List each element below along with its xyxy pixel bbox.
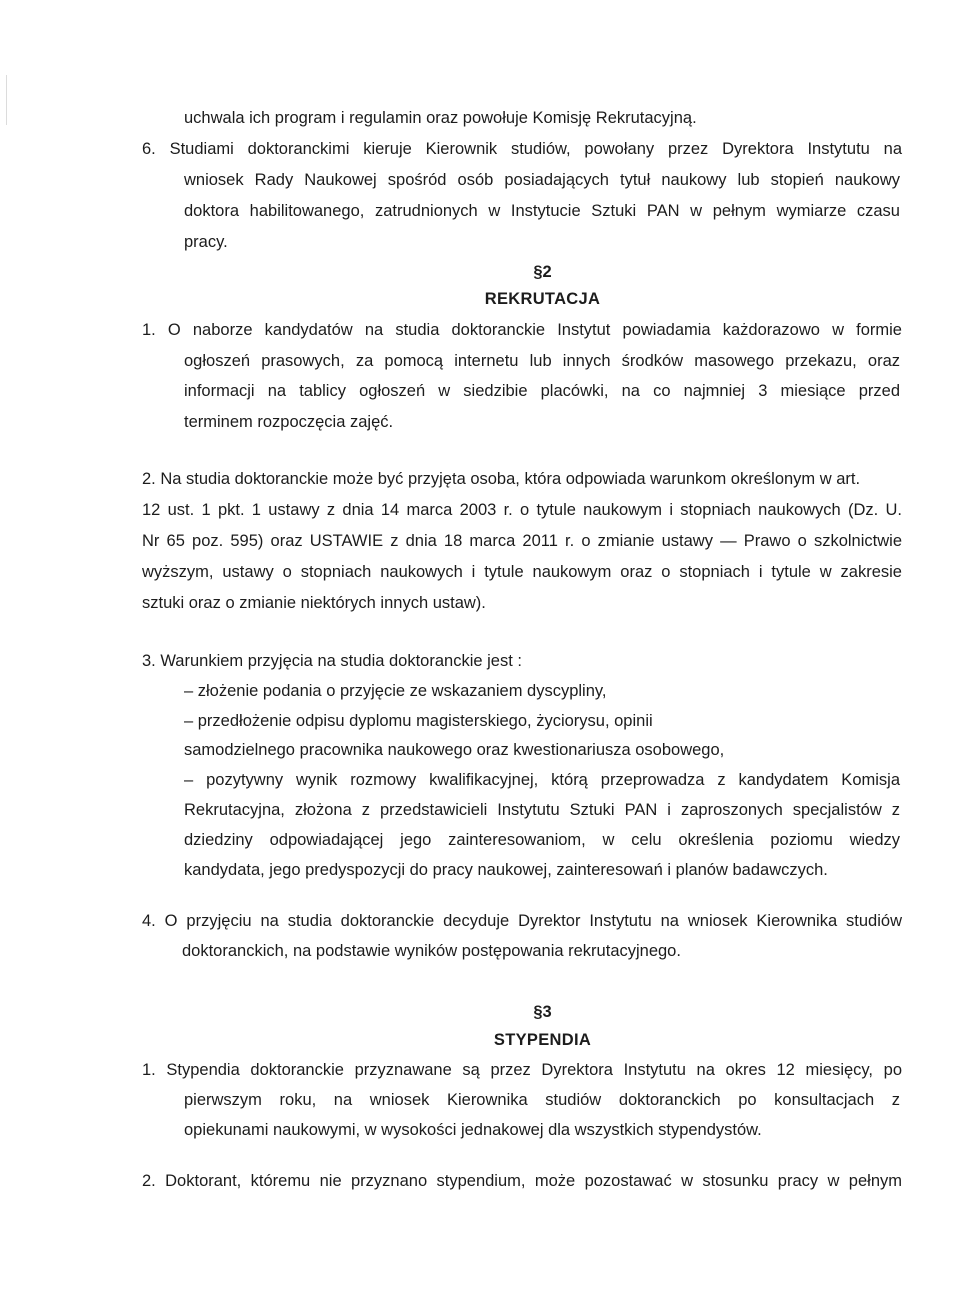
text-line: 1. Stypendia doktoranckie przyznawane są przez Dyrektora Instytutu na okres 12 miesięcy, po <box>142 1061 902 1079</box>
text-line: 4. O przyjęciu na studia doktoranckie decyduje Dyrektor Instytutu na wniosek Kierownika studiów <box>142 912 902 930</box>
scan-edge-mark <box>6 75 7 125</box>
text-line: kandydata, jego predyspozycji do pracy naukowej, zainteresowań i planów badawczych. <box>184 861 828 879</box>
list-item: – złożenie podania o przyjęcie ze wskazaniem dyscypliny, <box>184 682 607 700</box>
text-line: doktora habilitowanego, zatrudnionych w Instytucie Sztuki PAN w pełnym wymiarze czasu <box>184 202 900 220</box>
text-line: sztuki oraz o zmianie niektórych innych ustaw). <box>142 594 486 612</box>
text-line: 12 ust. 1 pkt. 1 ustawy z dnia 14 marca 2003 r. o tytule naukowym i stopniach naukowych (Dz. U. <box>142 501 902 519</box>
text-line: pierwszym roku, na wniosek Kierownika studiów doktoranckich po konsultacjach z <box>184 1091 900 1109</box>
text-line: informacji na tablicy ogłoszeń w siedzibie placówki, na co najmniej 3 miesiące przed <box>184 382 900 400</box>
text-line: terminem rozpoczęcia zajęć. <box>184 413 394 431</box>
text-line: uchwala ich program i regulamin oraz powołuje Komisję Rekrutacyjną. <box>184 109 697 127</box>
list-item: – przedłożenie odpisu dyplomu magisterskiego, życiorysu, opinii <box>184 712 653 730</box>
text-line: wyższym, ustawy o stopniach naukowych i tytule naukowym oraz o stopniach i tytule w zakresie <box>142 563 902 581</box>
text-line: opiekunami naukowymi, w wysokości jednakowej dla wszystkich stypendystów. <box>184 1121 762 1139</box>
text-line: dziedziny odpowiadającej jego zainteresowaniom, w celu określenia poziomu wiedzy <box>184 831 900 849</box>
text-line: samodzielnego pracownika naukowego oraz kwestionariusza osobowego, <box>184 741 725 759</box>
section-symbol: §2 <box>533 263 552 281</box>
list-item: – pozytywny wynik rozmowy kwalifikacyjnej, którą przeprowadza z kandydatem Komisja <box>184 771 900 789</box>
text-line: Nr 65 poz. 595) oraz USTAWIE z dnia 18 marca 2011 r. o zmianie ustawy — Prawo o szkolnictwie <box>142 532 902 550</box>
section-heading: STYPENDIA <box>493 1031 592 1049</box>
text-line: 6. Studiami doktoranckimi kieruje Kierownik studiów, powołany przez Dyrektora Instytutu na <box>142 140 902 158</box>
section-heading: REKRUTACJA <box>484 290 601 308</box>
text-line: doktoranckich, na podstawie wyników postępowania rekrutacyjnego. <box>182 942 681 960</box>
text-line: wniosek Rady Naukowej spośród osób posiadających tytuł naukowy lub stopień naukowy <box>184 171 900 189</box>
section-symbol: §3 <box>533 1003 552 1021</box>
text-line: 1. O naborze kandydatów na studia doktoranckie Instytut powiadamia każdorazowo w formie <box>142 321 902 339</box>
text-line: 3. Warunkiem przyjęcia na studia doktoranckie jest : <box>142 652 522 670</box>
text-line: pracy. <box>184 233 228 251</box>
text-line: Rekrutacyjna, złożona z przedstawicieli Instytutu Sztuki PAN i zaproszonych specjalistów z <box>184 801 900 819</box>
text-line: 2. Na studia doktoranckie może być przyjęta osoba, która odpowiada warunkom określonym w art. <box>142 470 861 488</box>
text-line: 2. Doktorant, któremu nie przyznano stypendium, może pozostawać w stosunku pracy w pełnym <box>142 1172 902 1190</box>
text-line: ogłoszeń prasowych, za pomocą internetu lub innych środków masowego przekazu, oraz <box>184 352 900 370</box>
